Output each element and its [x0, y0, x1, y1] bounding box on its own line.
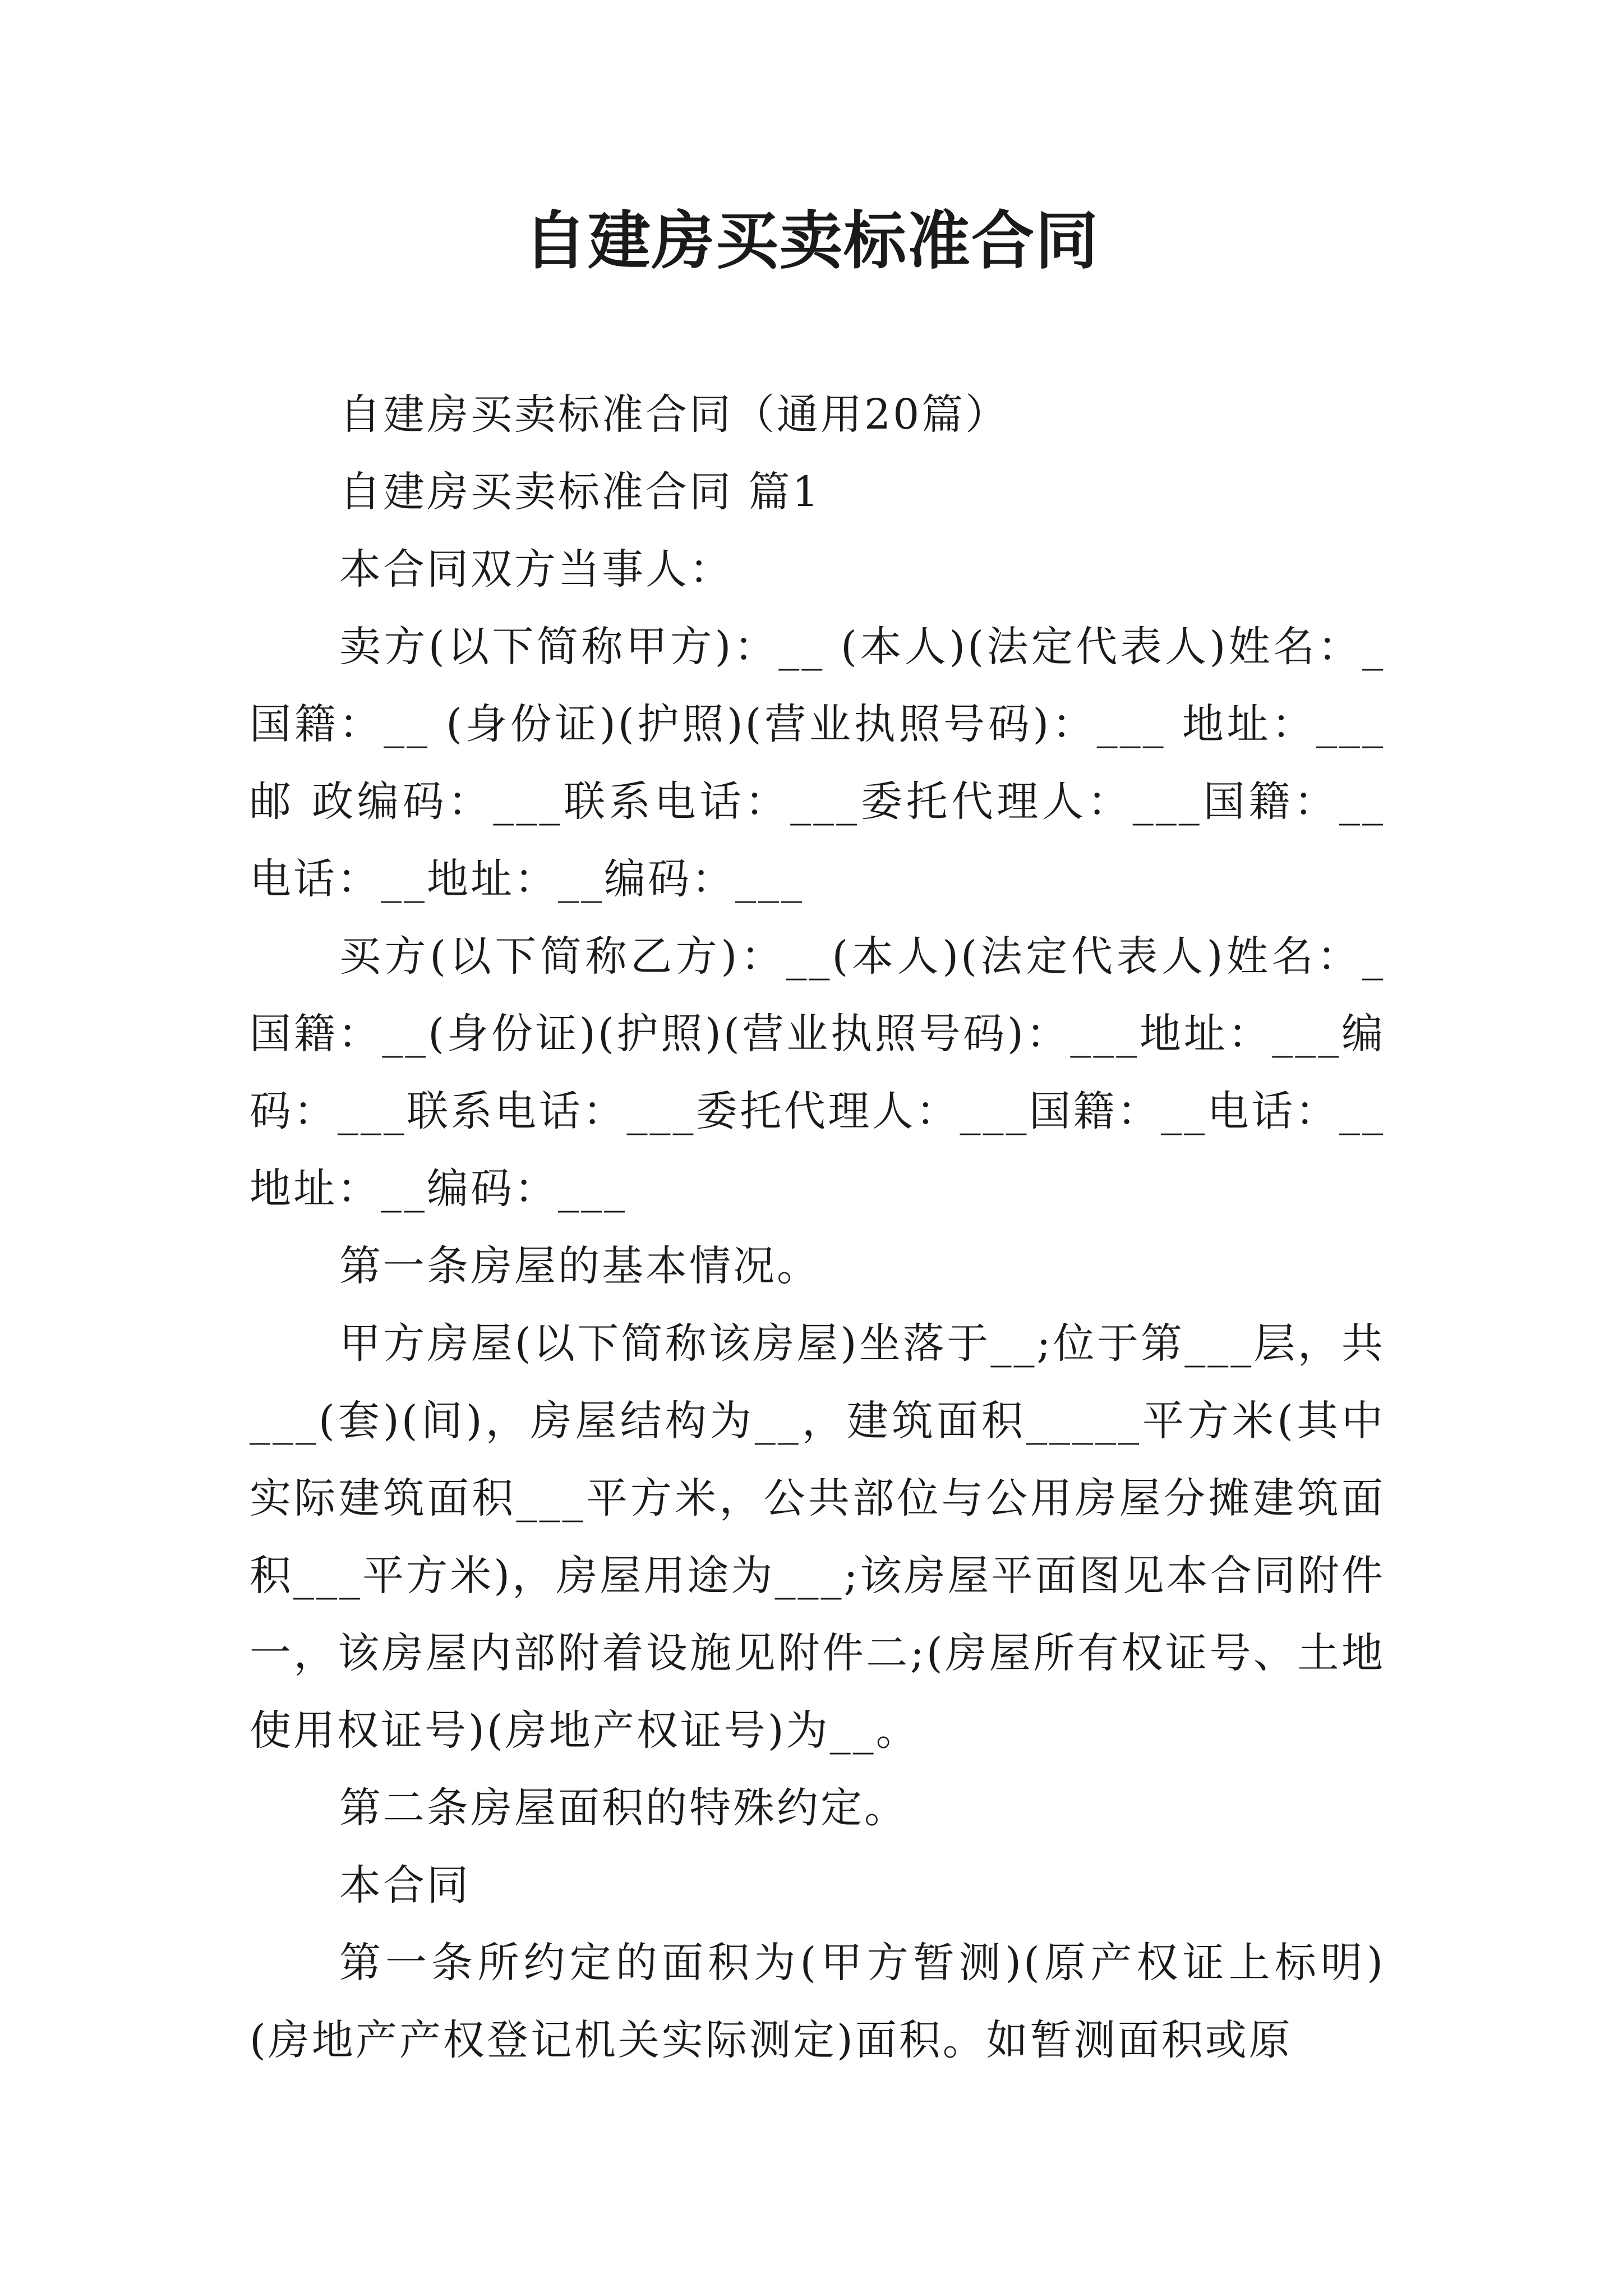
paragraph-parties-intro: 本合同双方当事人：	[339, 545, 733, 593]
paragraph-area-clause: 第一条所约定的面积为(甲方暂测)(原产权证上标明)(房地产产权登记机关实际测定)面积。如暂测面积或原	[250, 1939, 1385, 2064]
paragraph-section-heading: 自建房买卖标准合同 篇1	[339, 468, 821, 516]
paragraph-seller-info: 卖方(以下简称甲方)：__ (本人)(法定代表人)姓名：_ 国籍：__ (身份证)(护照)(营业执照号码)：___ 地址：___ 邮 政编码：___联系电话：___委托代理人：___国籍：__电话：__地址：__编码：___	[250, 623, 1385, 903]
page-title: 自建房买卖标准合同	[524, 204, 1099, 278]
paragraph-subtitle: 自建房买卖标准合同（通用20篇）	[339, 390, 1009, 439]
paragraph-article-2-heading: 第二条房屋面积的特殊约定。	[339, 1784, 908, 1832]
paragraph-buyer-info: 买方(以下简称乙方)：__(本人)(法定代表人)姓名：_ 国籍：__(身份证)(护照)(营业执照号码)：___地址：___编码：___联系电话：___委托代理人：___国籍：__电话：__ 地址：__编码：___	[250, 932, 1385, 1213]
paragraph-this-contract: 本合同	[339, 1861, 471, 1910]
document-body	[250, 376, 1385, 2079]
paragraph-article-1-heading: 第一条房屋的基本情况。	[339, 1242, 820, 1290]
paragraph-article-1-body: 甲方房屋(以下简称该房屋)坐落于__;位于第___层，共___(套)(间)，房屋结构为__，建筑面积_____平方米(其中实际建筑面积___平方米，公共部位与公用房屋分摊建筑面积___平方米)，房屋用途为___;该房屋平面图见本合同附件一，该房屋内部附着设施见附件二;(房屋所有权证号、土地使用权证号)(房地产权证号)为__。	[250, 1319, 1385, 1755]
